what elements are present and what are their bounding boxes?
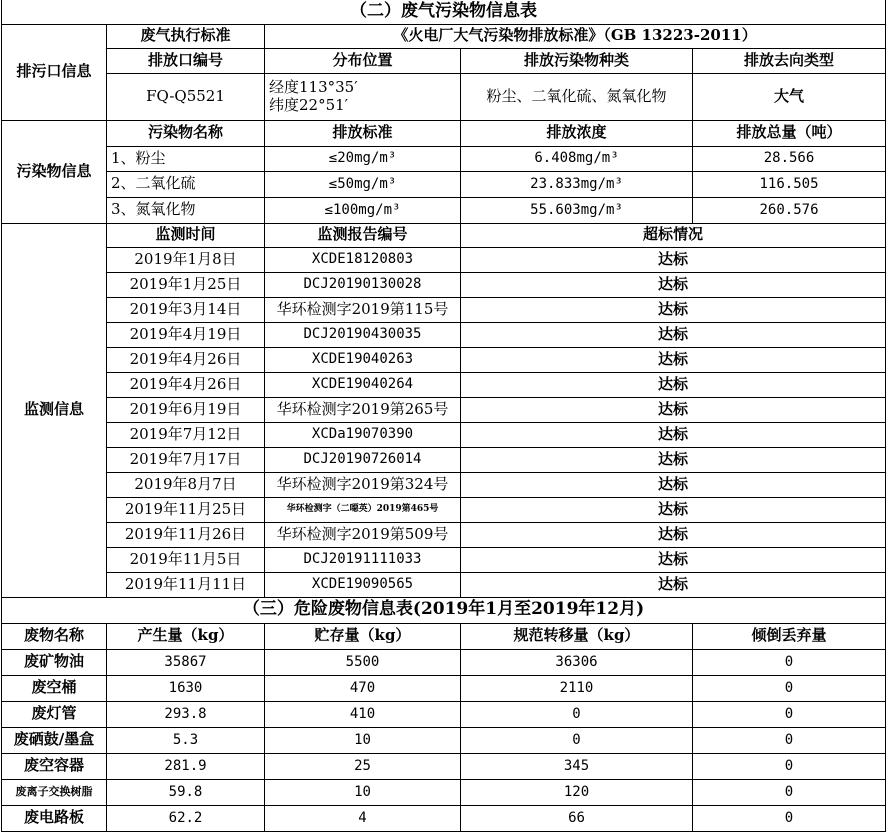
outlet-group-label: 排污口信息 <box>2 24 107 120</box>
monitor-report: 华环检测字2019第509号 <box>265 522 461 547</box>
monitor-date: 2019年4月19日 <box>107 322 265 347</box>
monitor-date: 2019年4月26日 <box>107 347 265 372</box>
pollutant-total: 28.566 <box>693 146 886 171</box>
section3-title: （三）危险废物信息表(2019年1月至2019年12月) <box>2 597 886 623</box>
monitor-header-date: 监测时间 <box>107 223 265 247</box>
waste-dumped: 0 <box>693 701 886 727</box>
monitor-row <box>2 322 886 347</box>
monitor-status: 达标 <box>461 547 886 572</box>
monitor-status: 达标 <box>461 247 886 272</box>
monitor-status: 达标 <box>461 472 886 497</box>
pollutant-row <box>2 171 886 197</box>
waste-produced: 293.8 <box>107 701 265 727</box>
monitor-row <box>2 372 886 397</box>
waste-transferred: 0 <box>461 727 693 753</box>
pollutant-concentration: 23.833mg/m³ <box>461 171 693 197</box>
standard-value: 《火电厂大气污染物排放标准》（GB 13223-2011） <box>265 24 886 48</box>
waste-name: 废矿物油 <box>2 649 107 675</box>
monitor-status: 达标 <box>461 397 886 422</box>
monitor-report: XCDa19070390 <box>265 422 461 447</box>
waste-transferred: 36306 <box>461 649 693 675</box>
monitor-row <box>2 447 886 472</box>
monitor-report: XCDE19040264 <box>265 372 461 397</box>
monitor-status: 达标 <box>461 447 886 472</box>
monitor-date: 2019年3月14日 <box>107 297 265 322</box>
monitor-status: 达标 <box>461 572 886 597</box>
monitor-report: XCDE18120803 <box>265 247 461 272</box>
waste-stored: 25 <box>265 753 461 779</box>
pollutant-header-row <box>2 120 886 146</box>
monitor-date: 2019年8月7日 <box>107 472 265 497</box>
waste-dumped: 0 <box>693 675 886 701</box>
waste-row <box>2 779 886 805</box>
pollutant-header-total: 排放总量（吨） <box>693 120 886 146</box>
monitor-date: 2019年1月8日 <box>107 247 265 272</box>
pollutant-header-concentration: 排放浓度 <box>461 120 693 146</box>
outlet-header-pollutants: 排放污染物种类 <box>461 48 693 73</box>
monitor-date: 2019年11月26日 <box>107 522 265 547</box>
monitor-date: 2019年11月11日 <box>107 572 265 597</box>
waste-dumped: 0 <box>693 805 886 831</box>
monitor-row <box>2 297 886 322</box>
waste-dumped: 0 <box>693 753 886 779</box>
waste-produced: 281.9 <box>107 753 265 779</box>
monitor-report: 华环检测字2019第324号 <box>265 472 461 497</box>
monitor-date: 2019年11月25日 <box>107 497 265 522</box>
waste-transferred: 345 <box>461 753 693 779</box>
waste-transferred: 66 <box>461 805 693 831</box>
waste-row <box>2 675 886 701</box>
monitor-row <box>2 397 886 422</box>
pollutant-standard: ≤50mg/m³ <box>265 171 461 197</box>
monitor-date: 2019年7月12日 <box>107 422 265 447</box>
monitor-header-report: 监测报告编号 <box>265 223 461 247</box>
monitor-date: 2019年7月17日 <box>107 447 265 472</box>
waste-header-produced: 产生量（kg） <box>107 623 265 649</box>
waste-header-name: 废物名称 <box>2 623 107 649</box>
pollutant-concentration: 6.408mg/m³ <box>461 146 693 171</box>
outlet-destination: 大气 <box>693 73 886 120</box>
outlet-latitude: 纬度22°51′ <box>269 95 349 114</box>
pollutant-total: 260.576 <box>693 197 886 223</box>
waste-produced: 59.8 <box>107 779 265 805</box>
outlet-longitude: 经度113°35′ <box>269 78 358 97</box>
pollutant-row <box>2 146 886 171</box>
pollutant-name: 3、氮氧化物 <box>107 197 265 223</box>
pollutant-name: 1、粉尘 <box>107 146 265 171</box>
monitor-report: XCDE19090565 <box>265 572 461 597</box>
waste-row <box>2 805 886 831</box>
monitor-group-label: 监测信息 <box>2 223 107 597</box>
monitor-row <box>2 522 886 547</box>
monitor-status: 达标 <box>461 372 886 397</box>
pollutant-row <box>2 197 886 223</box>
waste-produced: 35867 <box>107 649 265 675</box>
monitor-status: 达标 <box>461 347 886 372</box>
outlet-header-location: 分布位置 <box>265 48 461 73</box>
waste-name: 废电路板 <box>2 805 107 831</box>
monitor-report: XCDE19040263 <box>265 347 461 372</box>
standard-label: 废气执行标准 <box>107 24 265 48</box>
monitor-date: 2019年6月19日 <box>107 397 265 422</box>
waste-name: 废空桶 <box>2 675 107 701</box>
outlet-id: FQ-Q5521 <box>107 73 265 120</box>
monitor-header-row <box>2 223 886 247</box>
pollutant-standard: ≤20mg/m³ <box>265 146 461 171</box>
monitor-date: 2019年11月5日 <box>107 547 265 572</box>
waste-name: 废离子交换树脂 <box>2 779 107 805</box>
monitor-row <box>2 572 886 597</box>
waste-stored: 410 <box>265 701 461 727</box>
pollutant-name: 2、二氧化硫 <box>107 171 265 197</box>
outlet-pollutant-types: 粉尘、二氧化硫、氮氧化物 <box>461 73 693 120</box>
pollution-info-sheet <box>1 0 886 832</box>
waste-row <box>2 649 886 675</box>
waste-transferred: 120 <box>461 779 693 805</box>
waste-stored: 470 <box>265 675 461 701</box>
outlet-header-destination: 排放去向类型 <box>693 48 886 73</box>
section2-title: （二）废气污染物信息表 <box>2 0 886 24</box>
outlet-row <box>2 73 886 120</box>
pollutant-standard: ≤100mg/m³ <box>265 197 461 223</box>
monitor-report: DCJ20190726014 <box>265 447 461 472</box>
monitor-date: 2019年4月26日 <box>107 372 265 397</box>
waste-name: 废空容器 <box>2 753 107 779</box>
waste-produced: 62.2 <box>107 805 265 831</box>
monitor-report: 华环检测字2019第115号 <box>265 297 461 322</box>
pollutant-group-label: 污染物信息 <box>2 120 107 223</box>
monitor-status: 达标 <box>461 422 886 447</box>
monitor-report: 华环检测字（二噁英）2019第465号 <box>265 497 461 522</box>
waste-stored: 10 <box>265 727 461 753</box>
waste-stored: 5500 <box>265 649 461 675</box>
waste-name: 废硒鼓/墨盒 <box>2 727 107 753</box>
waste-produced: 5.3 <box>107 727 265 753</box>
monitor-status: 达标 <box>461 322 886 347</box>
monitor-report: DCJ20190130028 <box>265 272 461 297</box>
monitor-date: 2019年1月25日 <box>107 272 265 297</box>
monitor-report: DCJ20191111033 <box>265 547 461 572</box>
monitor-row <box>2 422 886 447</box>
waste-name: 废灯管 <box>2 701 107 727</box>
pollutant-total: 116.505 <box>693 171 886 197</box>
waste-dumped: 0 <box>693 727 886 753</box>
monitor-status: 达标 <box>461 497 886 522</box>
waste-row <box>2 701 886 727</box>
pollutant-concentration: 55.603mg/m³ <box>461 197 693 223</box>
monitor-row <box>2 547 886 572</box>
waste-transferred: 2110 <box>461 675 693 701</box>
waste-stored: 4 <box>265 805 461 831</box>
monitor-row <box>2 472 886 497</box>
monitor-report: 华环检测字2019第265号 <box>265 397 461 422</box>
waste-dumped: 0 <box>693 649 886 675</box>
waste-header-transferred: 规范转移量（kg） <box>461 623 693 649</box>
outlet-location <box>265 73 461 120</box>
outlet-header-row <box>2 48 886 73</box>
waste-transferred: 0 <box>461 701 693 727</box>
monitor-status: 达标 <box>461 272 886 297</box>
monitor-row <box>2 272 886 297</box>
waste-produced: 1630 <box>107 675 265 701</box>
outlet-header-id: 排放口编号 <box>107 48 265 73</box>
waste-header-stored: 贮存量（kg） <box>265 623 461 649</box>
waste-dumped: 0 <box>693 779 886 805</box>
waste-header-dumped: 倾倒丢弃量 <box>693 623 886 649</box>
monitor-status: 达标 <box>461 297 886 322</box>
pollutant-header-name: 污染物名称 <box>107 120 265 146</box>
monitor-row <box>2 347 886 372</box>
waste-header-row <box>2 623 886 649</box>
waste-row <box>2 753 886 779</box>
monitor-row <box>2 247 886 272</box>
waste-row <box>2 727 886 753</box>
monitor-header-status: 超标情况 <box>461 223 886 247</box>
pollutant-header-standard: 排放标准 <box>265 120 461 146</box>
monitor-row <box>2 497 886 522</box>
monitor-status: 达标 <box>461 522 886 547</box>
monitor-report: DCJ20190430035 <box>265 322 461 347</box>
waste-stored: 10 <box>265 779 461 805</box>
